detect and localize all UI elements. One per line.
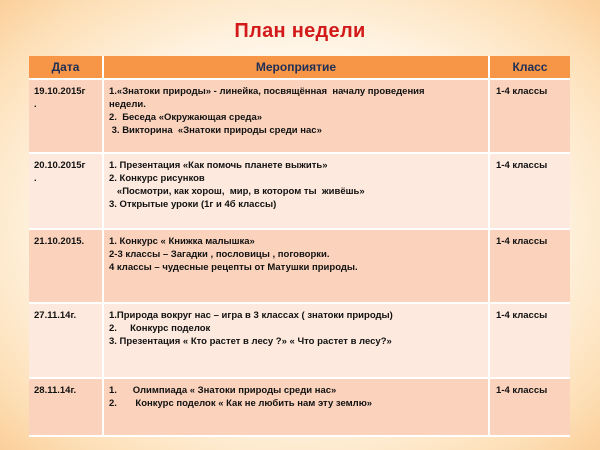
header-date: Дата bbox=[29, 56, 103, 79]
event-line: 2. Конкурс рисунков bbox=[109, 173, 205, 184]
date-cell bbox=[29, 79, 103, 153]
class-cell: 1-4 классы bbox=[489, 303, 570, 378]
date-cell bbox=[29, 229, 103, 303]
event-line: 3. Викторина «Знатоки природы среди нас» bbox=[109, 125, 322, 136]
event-line: 1.Природа вокруг нас – игра в 3 классах ( знатоки природы) bbox=[109, 310, 393, 321]
date-line: 19.10.2015г bbox=[34, 86, 86, 97]
event-cell bbox=[103, 79, 489, 153]
date-line: 20.10.2015г bbox=[34, 160, 86, 171]
header-event: Мероприятие bbox=[103, 56, 489, 79]
class-cell: 1-4 классы bbox=[489, 153, 570, 229]
date-line: 21.10.2015. bbox=[34, 236, 85, 247]
event-line: 2. Беседа «Окружающая среда» bbox=[109, 112, 263, 123]
event-cell bbox=[103, 153, 489, 229]
event-line: 3. Открытые уроки (1г и 4б классы) bbox=[109, 199, 277, 210]
date-line: . bbox=[34, 173, 37, 184]
event-cell bbox=[103, 229, 489, 303]
table-row bbox=[29, 153, 570, 229]
event-cell bbox=[103, 303, 489, 378]
event-line: 2-3 классы – Загадки , пословицы , поговорки. bbox=[109, 249, 330, 260]
event-cell bbox=[103, 378, 489, 436]
date-line: . bbox=[34, 99, 37, 110]
class-cell: 1-4 классы bbox=[489, 229, 570, 303]
event-line: 4 классы – чудесные рецепты от Матушки природы. bbox=[109, 262, 358, 273]
event-line: 1. Олимпиада « Знатоки природы среди нас» bbox=[109, 385, 337, 396]
event-line: 2. Конкурс поделок « Как не любить нам эту землю» bbox=[109, 398, 373, 409]
table-header-row bbox=[29, 56, 570, 79]
event-line: 3. Презентация « Кто растет в лесу ?» « Что растет в лесу?» bbox=[109, 336, 392, 347]
event-line: 1.«Знатоки природы» - линейка, посвящённая началу проведения bbox=[109, 86, 425, 97]
date-line: 27.11.14г. bbox=[34, 310, 77, 321]
event-line: «Посмотри, как хорош, мир, в котором ты живёшь» bbox=[109, 186, 365, 197]
date-cell bbox=[29, 153, 103, 229]
date-line: 28.11.14г. bbox=[34, 385, 77, 396]
class-cell: 1-4 классы bbox=[489, 79, 570, 153]
event-line: недели. bbox=[109, 99, 146, 110]
date-cell bbox=[29, 303, 103, 378]
event-line: 1. Презентация «Как помочь планете выжить» bbox=[109, 160, 328, 171]
table-row bbox=[29, 229, 570, 303]
table-row bbox=[29, 378, 570, 436]
page-title: План недели bbox=[234, 20, 366, 42]
event-line: 1. Конкурс « Книжка малышка» bbox=[109, 236, 255, 247]
date-cell bbox=[29, 378, 103, 436]
event-line: 2. Конкурс поделок bbox=[109, 323, 211, 334]
header-class: Класс bbox=[489, 56, 570, 79]
table-row bbox=[29, 303, 570, 378]
table-row bbox=[29, 79, 570, 153]
class-cell: 1-4 классы bbox=[489, 378, 570, 436]
week-plan-table bbox=[29, 56, 570, 437]
